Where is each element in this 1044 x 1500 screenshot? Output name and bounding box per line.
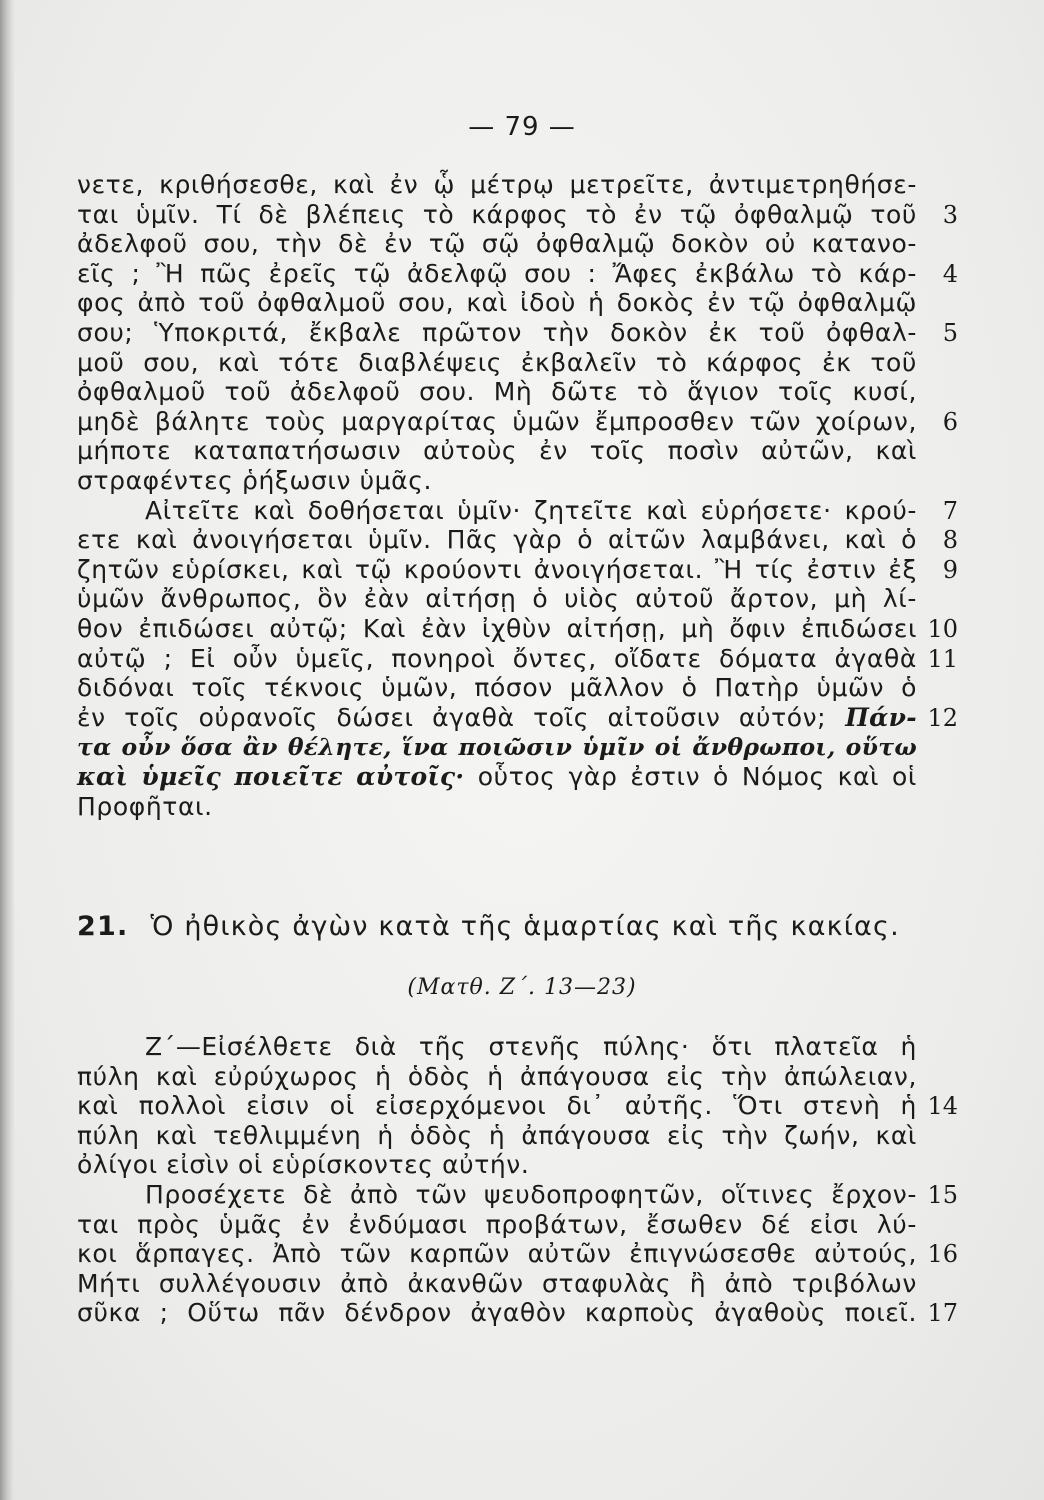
verse-number: 4 <box>942 259 958 288</box>
text-line <box>77 762 917 792</box>
line-text: στραφέντες ῥήξωσιν ὑμᾶς. <box>77 466 433 495</box>
text-line <box>77 1121 917 1151</box>
scripture-reference: (Ματθ. Ζ΄. 13—23) <box>407 975 637 1000</box>
text-line <box>77 673 917 703</box>
text-line <box>77 377 917 407</box>
text-line <box>77 436 917 466</box>
line-text: ἐν τοῖς οὐρανοῖς δώσει ἀγαθὰ τοῖς αἰτοῦσιν αὐτόν; <box>77 702 827 732</box>
section-number: 21. <box>77 911 129 942</box>
line-text: σου; Ὑποκριτά, ἔκβαλε πρῶτον τὴν δοκὸν ἐκ τοῦ ὀφθαλ- <box>77 318 917 347</box>
text-line <box>77 170 917 200</box>
text-line <box>77 318 917 348</box>
line-text: οὗτος γὰρ ἐστιν ὁ Νόμος καὶ οἱ <box>477 762 917 791</box>
line-text: ἀδελφοῦ σου, τὴν δὲ ἐν τῷ σῷ ὀφθαλμῷ δοκὸν οὐ κατανο- <box>77 229 917 259</box>
verse-number: 14 <box>927 1092 958 1121</box>
line-text: σῦκα ; Οὕτω πᾶν δένδρον ἀγαθὸν καρποὺς ἀγαθοὺς ποιεῖ. <box>77 1298 917 1328</box>
text-line <box>77 466 917 496</box>
text-line <box>77 1298 917 1328</box>
verse-number: 9 <box>942 555 958 584</box>
verse-number: 6 <box>942 407 958 436</box>
page-number: — 79 — <box>468 112 576 142</box>
line-text: πύλη καὶ τεθλιμμένη ἡ ὁδὸς ἡ ἀπάγουσα εἰς τὴν ζωήν, καὶ <box>77 1120 917 1150</box>
text-line <box>77 348 917 378</box>
text-line <box>77 1091 917 1121</box>
line-text: νετε, κριθήσεσθε, καὶ ἐν ᾧ μέτρῳ μετρεῖτε, ἀντιμετρηθήσε- <box>77 170 917 199</box>
text-line <box>145 496 917 526</box>
text-line <box>77 259 917 289</box>
text-line <box>77 1269 917 1299</box>
line-text: κοι ἅρπαγες. Ἀπὸ τῶν καρπῶν αὐτῶν ἐπιγνώσεσθε αὐτούς, <box>77 1239 917 1269</box>
verse-number: 7 <box>942 496 958 525</box>
line-text: ετε καὶ ἀνοιγήσεται ὑμῖν. Πᾶς γὰρ ὁ αἰτῶν λαμβάνει, καὶ ὁ <box>77 525 917 555</box>
verse-number: 10 <box>927 615 958 643</box>
verse-number: 16 <box>927 1240 958 1269</box>
line-text: μήποτε καταπατήσωσιν αὐτοὺς ἐν τοῖς ποσὶν αὐτῶν, καὶ <box>77 436 917 466</box>
verse-number: 5 <box>942 319 958 347</box>
line-text: ζητῶν εὑρίσκει, καὶ τῷ κρούοντι ἀνοιγήσεται. Ἢ τίς ἐστιν ἐξ <box>77 554 917 584</box>
verse-number: 8 <box>942 526 958 555</box>
italic-text: Πάν- <box>826 702 917 732</box>
text-line <box>77 1239 917 1269</box>
line-text: μηδὲ βάλητε τοὺς μαργαρίτας ὑμῶν ἔμπροσθεν τῶν χοίρων, <box>77 406 917 436</box>
line-text: Προφῆται. <box>77 791 213 821</box>
text-line <box>77 614 917 644</box>
line-text: καὶ πολλοὶ εἰσιν οἱ εἰσερχόμενοι δι᾿ αὐτῆς. Ὅτι στενὴ ἡ <box>77 1091 917 1121</box>
line-text: Ζ΄—Εἰσέλθετε διὰ τῆς στενῆς πύλης· ὅτι πλατεῖα ἡ <box>145 1032 917 1061</box>
section-title: Ὁ ἠθικὸς ἀγὼν κατὰ τῆς ἁμαρτίας καὶ τῆς κακίας. <box>150 911 900 942</box>
verse-number: 15 <box>927 1181 958 1209</box>
text-line <box>77 555 917 585</box>
text-line <box>77 407 917 437</box>
line-text: διδόναι τοῖς τέκνοις ὑμῶν, πόσον μᾶλλον ὁ Πατὴρ ὑμῶν ὁ <box>77 673 917 703</box>
line-text: ὑμῶν ἄνθρωπος, ὃν ἐὰν αἰτήσῃ ὁ υἱὸς αὐτοῦ ἄρτον, μὴ λί- <box>77 584 917 614</box>
text-line <box>77 1210 917 1240</box>
line-text: φος ἀπὸ τοῦ ὀφθαλμοῦ σου, καὶ ἰδοὺ ἡ δοκὸς ἐν τῷ ὀφθαλμῷ <box>77 288 917 318</box>
text-line <box>77 703 917 733</box>
italic-text: τα οὖν ὅσα ἂν θέλητε, ἵνα ποιῶσιν ὑμῖν οἱ ἄνθρωποι, οὕτω <box>77 733 917 762</box>
italic-text: καὶ ὑμεῖς ποιεῖτε αὐτοῖς· <box>77 762 478 791</box>
line-text: πύλη καὶ εὐρύχωρος ἡ ὁδὸς ἡ ἀπάγουσα εἰς τὴν ἀπώλειαν, <box>77 1061 917 1091</box>
text-line <box>77 288 917 318</box>
text-line <box>77 584 917 614</box>
line-text: θον ἐπιδώσει αὐτῷ; Καὶ ἐὰν ἰχθὺν αἰτήσῃ, μὴ ὄφιν ἐπιδώσει <box>77 614 917 643</box>
text-line <box>77 792 917 822</box>
text-line <box>77 200 917 230</box>
text-line <box>77 644 917 674</box>
line-text: μοῦ σου, καὶ τότε διαβλέψεις ἐκβαλεῖν τὸ κάρφος ἐκ τοῦ <box>77 347 917 377</box>
text-line <box>77 1062 917 1092</box>
text-line <box>77 229 917 259</box>
line-text: ὀφθαλμοῦ τοῦ ἀδελφοῦ σου. Μὴ δῶτε τὸ ἅγιον τοῖς κυσί, <box>77 377 917 407</box>
text-line <box>77 525 917 555</box>
line-text: ται πρὸς ὑμᾶς ἐν ἐνδύμασι προβάτων, ἔσωθεν δέ εἰσι λύ- <box>77 1209 917 1239</box>
line-text: Μήτι συλλέγουσιν ἀπὸ ἀκανθῶν σταφυλὰς ἢ ἀπὸ τριβόλων <box>77 1268 917 1298</box>
line-text: Αἰτεῖτε καὶ δοθήσεται ὑμῖν· ζητεῖτε καὶ εὑρήσετε· κρού- <box>145 495 917 525</box>
line-text: Προσέχετε δὲ ἀπὸ τῶν ψευδοπροφητῶν, οἵτινες ἔρχον- <box>145 1180 917 1209</box>
line-text: αὐτῷ ; Εἰ οὖν ὑμεῖς, πονηροὶ ὄντες, οἴδατε δόματα ἀγαθὰ <box>77 643 917 673</box>
text-line <box>77 1150 917 1180</box>
text-line <box>145 1032 917 1062</box>
verse-number: 11 <box>927 644 958 673</box>
text-line <box>145 1180 917 1210</box>
section-heading <box>77 910 947 944</box>
verse-number: 17 <box>927 1299 958 1328</box>
line-text: εῖς ; Ἢ πῶς ἐρεῖς τῷ ἀδελφῷ σου : Ἄφες ἐκβάλω τὸ κάρ- <box>77 258 917 288</box>
binding-edge-shadow <box>0 0 14 1500</box>
verse-number: 3 <box>942 200 958 229</box>
line-text: ται ὑμῖν. Τί δὲ βλέπεις τὸ κάρφος τὸ ἐν τῷ ὀφθαλμῷ τοῦ <box>77 199 917 229</box>
verse-number: 12 <box>927 703 958 732</box>
line-text: ὀλίγοι εἰσὶν οἱ εὑρίσκοντες αὐτήν. <box>77 1150 530 1180</box>
text-line <box>77 732 917 762</box>
